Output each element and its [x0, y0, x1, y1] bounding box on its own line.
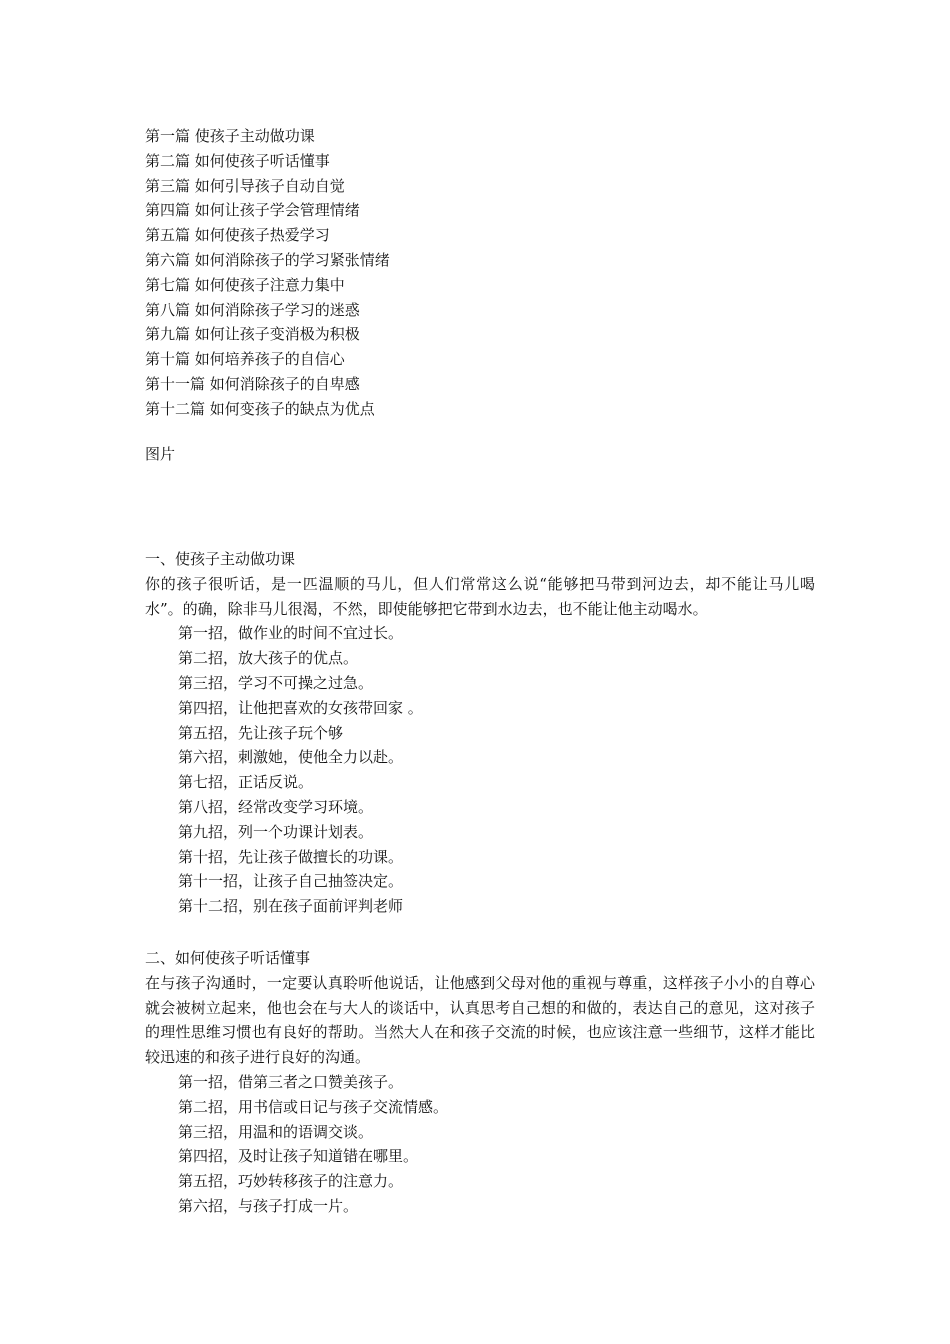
toc-item-10: 第十篇 如何培养孩子的自信心 — [145, 350, 345, 369]
table-of-contents — [145, 124, 815, 422]
document-page — [145, 124, 815, 1215]
tip-item: 第六招，刺激她，使他全力以赴。 — [178, 748, 404, 767]
tip-item: 第五招，巧妙转移孩子的注意力。 — [178, 1172, 404, 1191]
figure-label: 图片 — [145, 444, 176, 463]
toc-item-3: 第三篇 如何引导孩子自动自觉 — [145, 176, 345, 195]
tip-item: 第六招，与孩子打成一片。 — [178, 1196, 359, 1215]
tip-item: 第十一招，让孩子自己抽签决定。 — [178, 872, 404, 891]
toc-item-2: 第二篇 如何使孩子听话懂事 — [145, 151, 330, 170]
section-heading: 二、如何使孩子听话懂事 — [145, 949, 311, 967]
toc-item-11: 第十一篇 如何消除孩子的自卑感 — [145, 374, 360, 393]
toc-item-6: 第六篇 如何消除孩子的学习紧张情绪 — [145, 250, 390, 269]
section-one — [145, 547, 815, 919]
tip-item: 第七招，正话反说。 — [178, 773, 314, 792]
tip-item: 第五招，先让孩子玩个够 — [178, 723, 344, 742]
tip-item: 第一招，做作业的时间不宜过长。 — [178, 624, 404, 643]
tip-item: 第三招，学习不可操之过急。 — [178, 673, 374, 692]
tip-item: 第九招，列一个功课计划表。 — [178, 822, 374, 841]
tip-item: 第四招，及时让孩子知道错在哪里。 — [178, 1147, 419, 1166]
toc-item-12: 第十二篇 如何变孩子的缺点为优点 — [145, 399, 375, 418]
section-heading: 一、使孩子主动做功课 — [145, 550, 296, 568]
tip-item: 第十二招，别在孩子面前评判老师 — [178, 897, 404, 916]
tip-item: 第二招，放大孩子的优点。 — [178, 649, 359, 668]
tip-item: 第四招，让他把喜欢的女孩带回家 。 — [178, 698, 423, 717]
tip-item: 第十招，先让孩子做擅长的功课。 — [178, 847, 404, 866]
section-paragraph: 在与孩子沟通时，一定要认真聆听他说话，让他感到父母对他的重视与尊重，这样孩子小小的自尊心就会被树立起来，他也会在与大人的谈话中，认真思考自己想的和做的，表达自己的意见，这对孩子的理性思维习惯也有良好的帮助。当然大人在和孩子交流的时候，也应该注意一些细节，这样才能比较迅速的和孩子进行良好的沟通。 — [145, 973, 815, 1067]
tip-item: 第三招，用温和的语调交谈。 — [178, 1122, 374, 1141]
tips-list — [145, 1070, 815, 1219]
section-two — [145, 946, 815, 1219]
toc-item-9: 第九篇 如何让孩子变消极为积极 — [145, 325, 360, 344]
toc-item-1: 第一篇 使孩子主动做功课 — [145, 127, 315, 145]
toc-item-7: 第七篇 如何使孩子注意力集中 — [145, 275, 345, 294]
toc-item-4: 第四篇 如何让孩子学会管理情绪 — [145, 201, 360, 220]
tip-item: 第一招，借第三者之口赞美孩子。 — [178, 1072, 404, 1091]
toc-item-5: 第五篇 如何使孩子热爱学习 — [145, 226, 330, 245]
tip-item: 第八招，经常改变学习环境。 — [178, 797, 374, 816]
tips-list — [145, 621, 815, 919]
section-paragraph: 你的孩子很听话，是一匹温顺的马儿，但人们常常这么说“能够把马带到河边去，却不能让马儿喝水”。的确，除非马儿很渴，不然，即使能够把它带到水边去，也不能让他主动喝水。 — [145, 574, 815, 618]
toc-item-8: 第八篇 如何消除孩子学习的迷惑 — [145, 300, 360, 319]
tip-item: 第二招，用书信或日记与孩子交流情感。 — [178, 1097, 449, 1116]
